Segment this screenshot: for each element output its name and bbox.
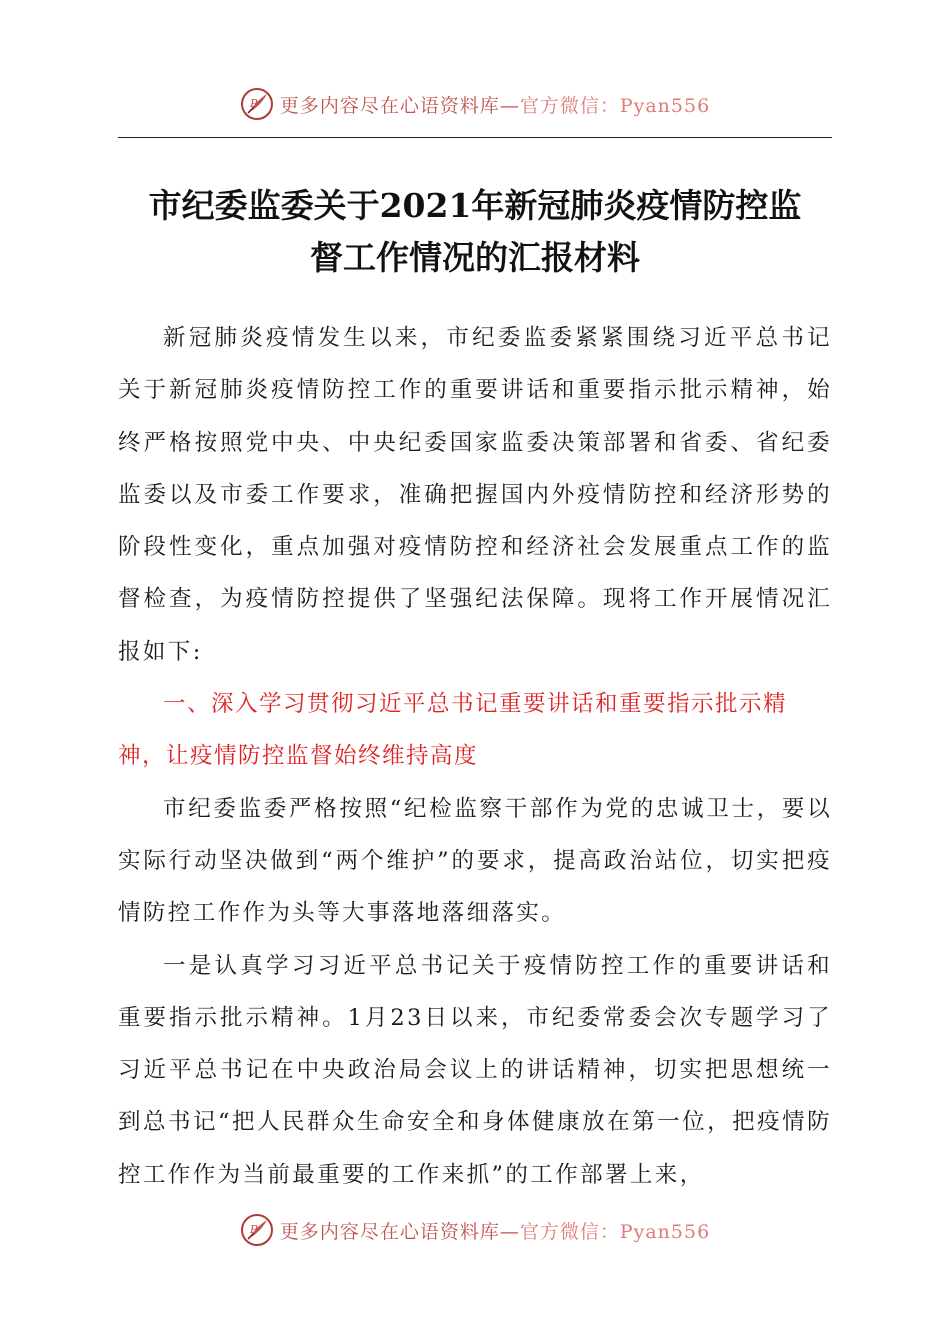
banner-site-text: 更多内容尽在心语资料库 — [279, 94, 500, 117]
banner-text — [280, 1217, 710, 1244]
section-heading: 一、深入学习贯彻习近平总书记重要讲话和重要指示批示精神，让疫情防控监督始终维持高度 — [118, 691, 788, 770]
quill-logo-icon — [240, 87, 274, 121]
title-line-2: 督工作情况的汇报材料 — [310, 238, 640, 277]
section-paragraph-1: 市纪委监委严格按照“纪检监察干部作为党的忠诚卫士，要以实际行动坚决做到“两个维护”的要求，提高政治站位，切实把疫情防控工作作为头等大事落地落细落实。 — [118, 795, 832, 927]
banner-site-text: 更多内容尽在心语资料库 — [279, 1220, 500, 1243]
section-paragraph-2: 一是认真学习习近平总书记关于疫情防控工作的重要讲话和重要指示批示精神。1月23日以来，市纪委常委会次专题学习了习近平总书记在中央政治局会议上的讲话精神，切实把思想统一到总书记“把人民群众生命安全和身体健康放在第一位，把疫情防控工作作为当前最重要的工作来抓”的工作部署上来， — [118, 952, 832, 1188]
banner-account-text: 官方微信：Pyan556 — [519, 1220, 711, 1243]
title-line-1: 市纪委监委关于2021年新冠肺炎疫情防控监 — [148, 186, 802, 225]
document-body — [118, 312, 832, 1201]
svg-text:P: P — [249, 97, 258, 110]
banner-text — [280, 91, 710, 118]
quill-logo-icon — [240, 1213, 274, 1247]
footer-banner — [0, 1210, 950, 1250]
banner-dash: — — [499, 1220, 520, 1243]
header-divider — [118, 137, 832, 138]
banner-account-text: 官方微信：Pyan556 — [519, 94, 711, 117]
intro-paragraph: 新冠肺炎疫情发生以来，市纪委监委紧紧围绕习近平总书记关于新冠肺炎疫情防控工作的重要讲话和重要指示批示精神，始终严格按照党中央、中央纪委国家监委决策部署和省委、省纪委监委以及市委工作要求，准确把握国内外疫情防控和经济形势的阶段性变化，重点加强对疫情防控和经济社会发展重点工作的监督检查，为疫情防控提供了坚强纪法保障。现将工作开展情况汇报如下: — [118, 325, 832, 665]
document-title — [118, 180, 832, 284]
svg-text:P: P — [249, 1223, 258, 1236]
header-banner — [0, 84, 950, 124]
banner-dash: — — [499, 94, 520, 117]
